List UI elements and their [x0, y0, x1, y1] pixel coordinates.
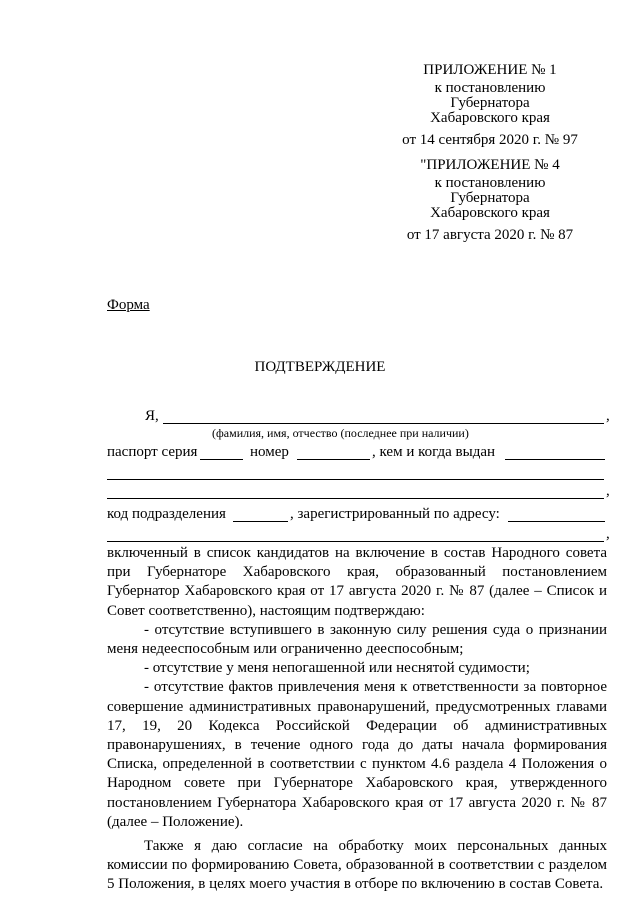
paragraph-no-incapacity-ruling: - отсутствие вступившего в законную силу решения суда о признании меня недееспособным или ограниченно дееспособным;	[107, 621, 607, 658]
annex-4-line4: Хабаровского края	[430, 205, 550, 221]
annex-4-title: "ПРИЛОЖЕНИЕ № 4	[420, 157, 560, 173]
paragraph-no-administrative-offenses: - отсутствие фактов привлечения меня к ответственности за повторное совершение административных правонарушений, предусмотренных главами 17, 19, 20 Кодекса Российской Федерации об административных правонарушениях, в течение одного года до даты начала формирования Списка, определенной в соответствии с пунктом 4.6 раздела 4 Положения о Народном совете при Губернаторе Хабаровского края, утвержденного постановлением Губернатора Хабаровского края от 17 августа 2020 г. № 87 (далее – Положение).	[107, 679, 607, 830]
ya-label: Я,	[145, 408, 159, 424]
annex-4-line2: к постановлению	[434, 175, 546, 191]
paragraph-no-criminal-record: - отсутствие у меня непогашенной или неснятой судимости;	[144, 660, 530, 677]
fio-field-line[interactable]	[163, 423, 604, 424]
issued-by-field-line-2[interactable]	[107, 479, 604, 480]
annex-1-line3: Губернатора	[450, 95, 530, 111]
annex-1-block	[390, 61, 590, 148]
document-title: ПОДТВЕРЖДЕНИЕ	[254, 359, 386, 375]
annex-1-date: от 14 сентября 2020 г. № 97	[402, 132, 578, 148]
subdivision-code-field[interactable]	[233, 521, 288, 522]
passport-series-label: паспорт серия	[107, 444, 198, 460]
annex-4-date: от 17 августа 2020 г. № 87	[406, 227, 574, 243]
registered-address-label: , зарегистрированный по адресу:	[290, 506, 500, 522]
paragraph-data-processing-consent: Также я даю согласие на обработку моих персональных данных комиссии по формированию Совета, образованной в соответствии с разделом 5 Положения, в целях моего участия в отборе по включению в состав Совета.	[107, 838, 607, 893]
issued-by-label: , кем и когда выдан	[372, 444, 496, 460]
fio-caption: (фамилия, имя, отчество (последнее при наличии)	[212, 426, 469, 440]
form-label: Форма	[107, 297, 150, 313]
fio-trailing-comma: ,	[606, 408, 610, 424]
passport-number-field[interactable]	[297, 459, 370, 460]
annex-4-block	[390, 156, 590, 243]
annex-1-line4: Хабаровского края	[430, 110, 550, 126]
registered-address-field-line-2[interactable]	[107, 541, 604, 542]
annex-1-title: ПРИЛОЖЕНИЕ № 1	[423, 62, 557, 78]
issued-by-field[interactable]	[505, 459, 605, 460]
paragraph-included-in-list: включенный в список кандидатов на включение в состав Народного совета при Губернаторе Хабаровского края, образованный постановлением Губернатор Хабаровского края от 17 августа 2020 г. № 87 (далее – Список и Совет соответственно), настоящим подтверждаю:	[107, 545, 607, 619]
registered-address-field[interactable]	[508, 521, 605, 522]
address-trailing-comma: ,	[606, 526, 610, 542]
annex-1-line2: к постановлению	[434, 80, 546, 96]
passport-series-field[interactable]	[200, 459, 243, 460]
annex-4-line3: Губернатора	[450, 190, 530, 206]
subdivision-code-label: код подразделения	[107, 506, 226, 522]
passport-number-label: номер	[250, 444, 289, 460]
issued-by-trailing-comma: ,	[606, 483, 610, 499]
confirmation-body	[107, 544, 607, 895]
issued-by-field-line-3[interactable]	[107, 498, 604, 499]
